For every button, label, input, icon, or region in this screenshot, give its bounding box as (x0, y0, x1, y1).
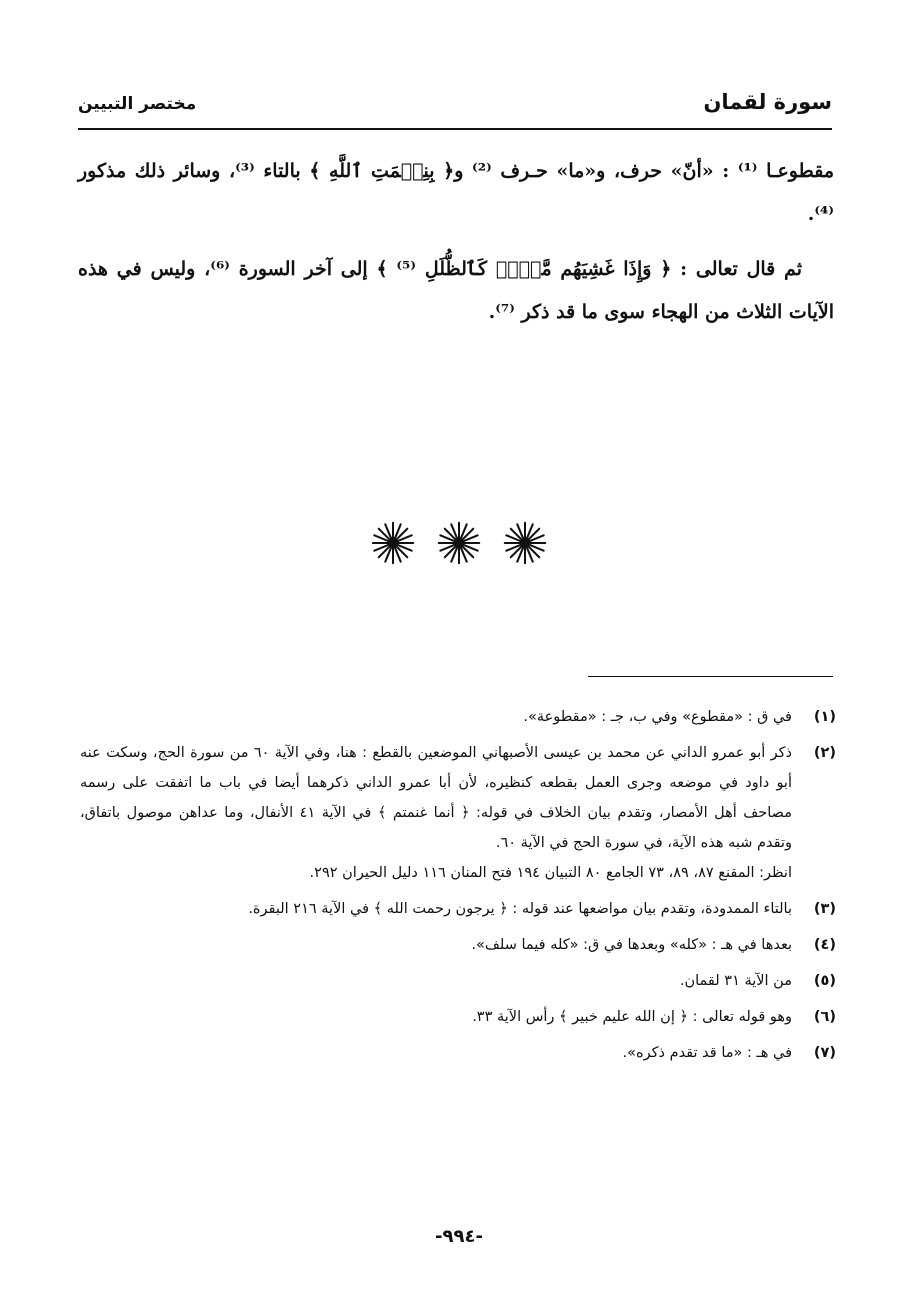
page-header (78, 84, 832, 124)
book-title: مختصر التبيين (78, 94, 197, 114)
footnote-number: (٧) (813, 1045, 836, 1061)
footnotes (80, 702, 836, 1074)
starburst-icon (436, 520, 482, 566)
footnote-rule (588, 676, 833, 677)
starburst-icon (502, 520, 548, 566)
starburst-icon (370, 520, 416, 566)
footnote-text: في هـ : «ما قد تقدم ذكره». (622, 1045, 792, 1061)
footnote-text: وهو قوله تعالى : ﴿ إن الله عليم خبير ﴾ رأس الآية ٣٣. (472, 1009, 792, 1025)
page-number: -٩٩٤- (435, 1226, 483, 1247)
footnote-number: (٢) (813, 745, 836, 761)
main-paragraph-1: مقطوعـا ⁽¹⁾ : «أنّ» حرف، و«ما» حـرف ⁽²⁾ و﴿ بِنِعۡمَتِ ٱللَّهِ ﴾ بالتاء ⁽³⁾، وسائر ذلك مذكور ⁽⁴⁾. (78, 160, 835, 225)
footnote (80, 1038, 836, 1068)
footnote (80, 1002, 836, 1032)
footnote (80, 966, 836, 996)
section-divider (0, 520, 918, 590)
footnote-number: (٣) (813, 901, 836, 917)
footnote-number: (٦) (813, 1009, 836, 1025)
footnote-body (80, 738, 792, 888)
footnote (80, 894, 836, 924)
footnote-number: (٥) (813, 973, 836, 989)
footnote-number: (٤) (813, 937, 836, 953)
main-paragraph-2: ثم قال تعالى : ﴿ وَإِذَا غَشِيَهُم مَّوۡجٞ كَٱلظُّلَلِ ⁽⁵⁾ ﴾ إلى آخر السورة ⁽⁶⁾، وليس في هذه الآيات الثلاث من الهجاء سوى ما قد ذكر ⁽⁷⁾. (78, 258, 834, 323)
surah-title: سورة لقمان (703, 90, 832, 114)
footnote-number: (١) (813, 709, 836, 725)
footnote-references: انظر: المقنع ٨٧، ٨٩، ٧٣ الجامع ٨٠ التبيان ١٩٤ فتح المنان ١١٦ دليل الحيران ٢٩٢. (309, 865, 792, 881)
footnote-text: من الآية ٣١ لقمان. (679, 973, 792, 989)
main-text (78, 150, 834, 334)
footnote (80, 702, 836, 732)
footnote-text: بعدها في هـ : «كله» وبعدها في ق: «كله فيما سلف». (471, 937, 792, 953)
footnote (80, 930, 836, 960)
footnote-text: بالتاء الممدودة، وتقدم بيان مواضعها عند قوله : ﴿ يرجون رحمت الله ﴾ في الآية ٢١٦ البقرة. (248, 901, 792, 917)
footnote-text: ذكر أبو عمرو الداني عن محمد بن عيسى الأصبهاني الموضعين بالقطع : هنا، وفي الآية ٦٠ من سورة الحج، وسكت عنه أبو داود في موضعه وجرى العمل بقطعه كنظيره، لأن أبا عمرو الداني ذكرهما أيضا في باب ما اتفقت على رسمه مصاحف أهل الأمصار، وتقدم بيان الخلاف في قوله: ﴿ أنما غنمتم ﴾ في الآية ٤١ الأنفال، وما عداهن موصول باتفاق، وتقدم شبه هذه الآية، في سورة الحج في الآية ٦٠. (80, 745, 792, 851)
footnote-text: في ق : «مقطوع» وفي ب، جـ : «مقطوعة». (523, 709, 792, 725)
header-rule (78, 128, 832, 130)
footnote (80, 738, 836, 888)
